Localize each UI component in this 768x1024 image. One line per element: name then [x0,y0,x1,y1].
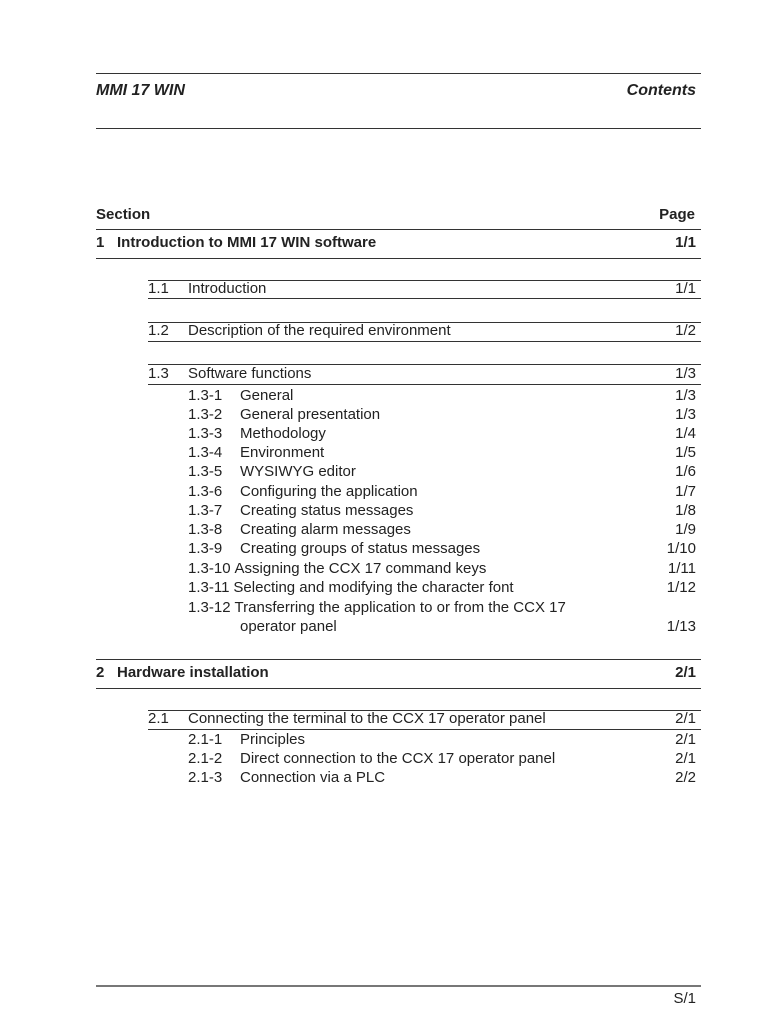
subsection-number: 1.3-10 [188,560,231,577]
subsection-title: General presentation [240,406,381,423]
column-page: Page [659,206,695,223]
subsection-page: 1/11 [667,560,696,577]
subsection-number: 1.3-6 [188,483,223,500]
section-page: 1/1 [675,280,696,297]
section-page: 1/2 [675,322,696,339]
subsection-page: 2/1 [675,731,696,748]
section-number: 1.3 [148,365,169,382]
subsection-page: 1/9 [675,521,696,538]
section-bottom-rule [148,341,701,342]
subsection-number: 1.3-7 [188,502,223,519]
subsection-number: 2.1-1 [188,731,223,748]
subsection-number: 1.3-3 [188,425,223,442]
section-bottom-rule [148,729,701,730]
section-bottom-rule [148,298,701,299]
subsection-page: 1/8 [675,502,696,519]
subsection-title: Connection via a PLC [240,769,386,786]
section-page: 1/3 [675,365,696,382]
chapter-bottom-rule [96,258,701,259]
chapter-page: 1/1 [675,234,696,251]
subsection-number: 1.3-8 [188,521,223,538]
subsection-title: Creating alarm messages [240,521,411,538]
footer-page-number: S/1 [673,990,696,1007]
section-title: Connecting the terminal to the CCX 17 operator panel [188,710,546,727]
subsection-page: 1/10 [666,540,696,557]
subsection-page: 2/1 [675,750,696,767]
chapter-top-rule [96,659,701,660]
subsection-page: 1/5 [675,444,696,461]
subsection-page: 1/4 [675,425,696,442]
header-bottom-rule [96,128,701,129]
section-title: Introduction [188,280,267,297]
subsection-number: 1.3-4 [188,444,223,461]
document-title: MMI 17 WIN [96,82,185,99]
header-section: Contents [626,82,696,99]
chapter-title: Hardware installation [117,664,269,681]
chapter-number: 1 [96,234,105,251]
subsection-title: Configuring the application [240,483,418,500]
section-title: Description of the required environment [188,322,451,339]
subsection-number: 2.1-2 [188,750,223,767]
subsection-page: 1/6 [675,463,696,480]
subsection-page: 1/13 [666,618,696,635]
subsection-page: 1/3 [675,387,696,404]
subsection-title: Creating groups of status messages [240,540,481,557]
subsection-title: Principles [240,731,306,748]
subsection-title: Creating status messages [240,502,414,519]
column-section: Section [96,206,151,223]
section-bottom-rule [148,384,701,385]
section-title: Software functions [188,365,312,382]
chapter-page: 2/1 [675,664,696,681]
subsection-title: Methodology [240,425,326,442]
subsection-title: WYSIWYG editor [240,463,356,480]
section-number: 1.2 [148,322,169,339]
subsection-page: 1/7 [675,483,696,500]
subsection-number: 1.3-1 [188,387,223,404]
subsection-title-continued: operator panel [240,618,337,635]
subsection-number: 1.3-11 [188,579,230,596]
chapter-title: Introduction to MMI 17 WIN software [117,234,377,251]
section-number: 2.1 [148,710,169,727]
section-page: 2/1 [675,710,696,727]
chapter-top-rule [96,229,701,230]
subsection-page: 1/12 [666,579,696,596]
subsection-title: General [240,387,294,404]
subsection-number: 2.1-3 [188,769,223,786]
chapter-bottom-rule [96,688,701,689]
subsection-number: 1.3-2 [188,406,223,423]
subsection-number: 1.3-9 [188,540,223,557]
subsection-title: Assigning the CCX 17 command keys [234,560,487,577]
subsection-page: 1/3 [675,406,696,423]
subsection-number: 1.3-5 [188,463,223,480]
subsection-page: 2/2 [675,769,696,786]
subsection-title: Direct connection to the CCX 17 operator panel [240,750,556,767]
section-number: 1.1 [148,280,169,297]
subsection-number: 1.3-12 [188,599,231,616]
footer-rule [96,985,701,987]
header-top-rule [96,73,701,74]
subsection-title: Transferring the application to or from the CCX 17 [234,599,566,616]
chapter-number: 2 [96,664,105,681]
subsection-title: Selecting and modifying the character font [233,579,514,596]
subsection-title: Environment [240,444,325,461]
